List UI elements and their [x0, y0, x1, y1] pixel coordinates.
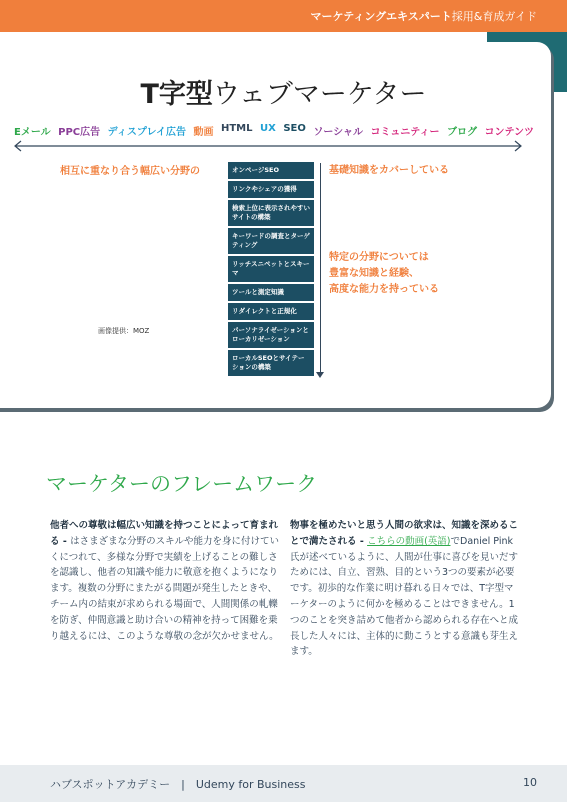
keyword-label: UX	[259, 123, 276, 134]
keyword-label: コミュニティー	[370, 127, 440, 138]
right-dash: -	[356, 535, 368, 547]
keyword-label: PPC広告	[58, 127, 101, 138]
figure-title-bold: T字型	[140, 79, 213, 110]
skill-box: キーワードの調査とターゲティング	[228, 228, 314, 254]
left-body: はさまざまな分野のスキルや能力を身に付けていくにつれて、多様な分野で実績を上げることの難しさを認識し、他者の知識や能力に敬意を抱くようになります。複数の分野にまたがる問題が発生したときや、チーム内の結束が求められる場面で、人間関係の軋轢を防ぎ、仲間意識と助け合いの精神を持って困難を乗り越えるには、このような尊敬の念が欠かせません。	[50, 535, 279, 642]
skill-box: 検索上位に表示されやすいサイトの構築	[228, 200, 314, 226]
section-title: マーケターのフレームワーク	[46, 472, 318, 496]
footer	[0, 765, 567, 802]
deep-knowledge-line: 特定の分野については	[329, 252, 429, 263]
figure-title-rest: ウェブマーケター	[212, 79, 427, 110]
basic-knowledge-label: 基礎知識をカバーしている	[329, 165, 449, 176]
depth-line	[320, 163, 321, 373]
skill-box: ローカルSEOとサイテーションの構築	[228, 350, 314, 376]
skill-box: リダイレクトと正規化	[228, 303, 314, 320]
figure-title	[0, 72, 567, 111]
right-lead: 物事を極めたいと思う人間の欲求は、知識を深めることで満たされる	[290, 520, 519, 547]
top-band	[0, 0, 567, 32]
keyword-label: ソーシャル	[313, 127, 363, 138]
header-title	[311, 8, 538, 24]
keyword-label: ディスプレイ広告	[107, 127, 186, 138]
keyword-label: HTML	[220, 123, 253, 134]
skill-box: リッチスニペットとスキーマ	[228, 256, 314, 282]
left-column-text	[50, 518, 280, 644]
right-column-text	[290, 518, 520, 660]
seo-skill-column	[228, 162, 314, 378]
image-credit: 画像提供：MOZ	[98, 327, 150, 335]
video-link[interactable]: こちらの動画(英語)	[367, 535, 451, 547]
depth-arrow-head	[316, 372, 324, 378]
deep-knowledge-label	[329, 250, 439, 298]
keyword-label: SEO	[283, 123, 306, 134]
left-lead: 他者への尊敬は幅広い知識を持つことによって育まれる	[50, 520, 279, 547]
broad-knowledge-label: 相互に重なり合う幅広い分野の	[60, 166, 200, 177]
deep-knowledge-line: 豊富な知識と経験、	[329, 268, 419, 279]
keyword-row	[14, 123, 534, 138]
keyword-label: Eメール	[14, 127, 51, 138]
page-number: 10	[523, 776, 537, 789]
right-body: でDaniel Pink氏が述べているように、人間が仕事に喜びを見いだすためには、自立、習熟、目的という3つの要素が必要です。初歩的な作業に明け暮れる日々では、T字型マーケターのように何かを極めることはできません。1つのことを突き詰めて他者から認められる存在へと成長した人々には、主体的に動こうとする意識も芽生えます。	[290, 535, 519, 658]
deep-knowledge-line: 高度な能力を持っている	[329, 284, 439, 295]
keyword-label: 動画	[193, 127, 214, 138]
keyword-label: ブログ	[446, 127, 477, 138]
footer-credit: ハブスポットアカデミー | Udemy for Business	[50, 778, 306, 791]
header-title-bold: マーケティングエキスパート	[310, 10, 452, 23]
skill-box: パーソナライゼーションとローカリゼーション	[228, 322, 314, 348]
skill-box: リンクやシェアの獲得	[228, 181, 314, 198]
double-arrow	[12, 139, 524, 153]
keyword-label: コンテンツ	[484, 127, 534, 138]
left-dash: -	[59, 535, 71, 547]
skill-box: ツールと測定知識	[228, 284, 314, 301]
header-title-light: 採用&育成ガイド	[451, 10, 537, 23]
skill-box: オンページSEO	[228, 162, 314, 179]
